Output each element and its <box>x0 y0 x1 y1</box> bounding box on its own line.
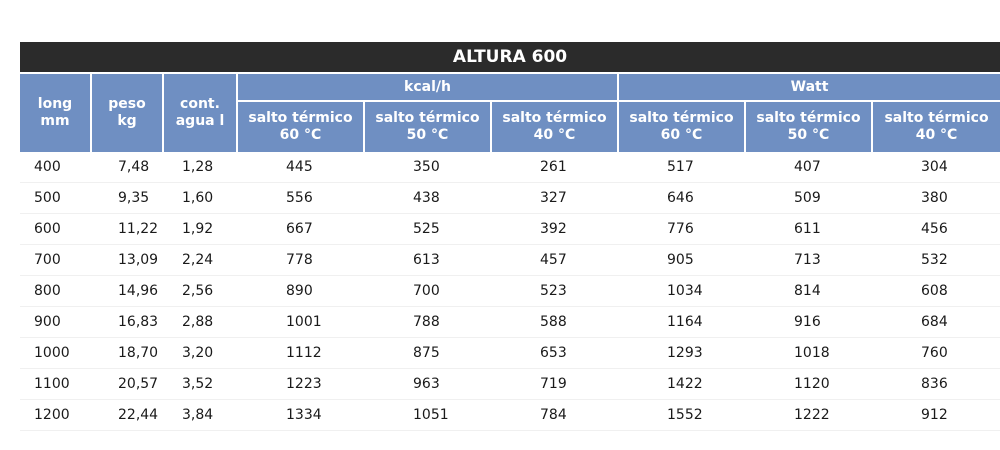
cell-watt-50: 509 <box>746 183 873 214</box>
cell-kcal-50: 350 <box>365 152 492 183</box>
cell-watt-40: 912 <box>873 400 1000 431</box>
cell-watt-60: 1164 <box>619 307 746 338</box>
cell-watt-50: 916 <box>746 307 873 338</box>
cell-cont: 2,56 <box>164 276 238 307</box>
header-peso: peso kg <box>92 72 164 152</box>
cell-long: 1200 <box>20 400 92 431</box>
cell-kcal-60: 1334 <box>238 400 365 431</box>
cell-kcal-40: 784 <box>492 400 619 431</box>
cell-watt-60: 1552 <box>619 400 746 431</box>
cell-kcal-40: 719 <box>492 369 619 400</box>
table-row <box>20 276 1000 307</box>
cell-watt-40: 380 <box>873 183 1000 214</box>
table-row <box>20 369 1000 400</box>
header-watt-50: salto térmico 50 °C <box>746 100 873 152</box>
cell-watt-50: 814 <box>746 276 873 307</box>
cell-kcal-60: 1223 <box>238 369 365 400</box>
cell-kcal-60: 1112 <box>238 338 365 369</box>
cell-long: 800 <box>20 276 92 307</box>
cell-kcal-50: 788 <box>365 307 492 338</box>
cell-cont: 3,52 <box>164 369 238 400</box>
header-kcal-40: salto térmico 40 °C <box>492 100 619 152</box>
cell-cont: 1,60 <box>164 183 238 214</box>
cell-peso: 9,35 <box>92 183 164 214</box>
cell-kcal-50: 963 <box>365 369 492 400</box>
header-kcal-group: kcal/h <box>238 72 619 100</box>
cell-watt-50: 713 <box>746 245 873 276</box>
cell-long: 500 <box>20 183 92 214</box>
cell-watt-60: 776 <box>619 214 746 245</box>
cell-peso: 16,83 <box>92 307 164 338</box>
cell-watt-50: 611 <box>746 214 873 245</box>
cell-kcal-40: 653 <box>492 338 619 369</box>
cell-watt-50: 1018 <box>746 338 873 369</box>
table-title: ALTURA 600 <box>20 42 1000 72</box>
table-row <box>20 400 1000 431</box>
cell-kcal-50: 875 <box>365 338 492 369</box>
cell-long: 1100 <box>20 369 92 400</box>
spec-table <box>20 42 1000 431</box>
cell-kcal-60: 556 <box>238 183 365 214</box>
table-row <box>20 183 1000 214</box>
header-cont: cont. agua l <box>164 72 238 152</box>
cell-watt-40: 760 <box>873 338 1000 369</box>
header-kcal-60: salto térmico 60 °C <box>238 100 365 152</box>
cell-kcal-40: 261 <box>492 152 619 183</box>
cell-kcal-40: 457 <box>492 245 619 276</box>
cell-kcal-50: 700 <box>365 276 492 307</box>
cell-kcal-50: 438 <box>365 183 492 214</box>
cell-cont: 1,92 <box>164 214 238 245</box>
table-row <box>20 152 1000 183</box>
cell-kcal-50: 613 <box>365 245 492 276</box>
cell-cont: 3,84 <box>164 400 238 431</box>
header-long: long mm <box>20 72 92 152</box>
cell-watt-40: 684 <box>873 307 1000 338</box>
cell-watt-60: 1293 <box>619 338 746 369</box>
table-row <box>20 338 1000 369</box>
cell-peso: 18,70 <box>92 338 164 369</box>
spec-table-container <box>20 42 1000 431</box>
cell-watt-50: 1222 <box>746 400 873 431</box>
header-kcal-50: salto térmico 50 °C <box>365 100 492 152</box>
cell-cont: 2,24 <box>164 245 238 276</box>
table-row <box>20 245 1000 276</box>
cell-long: 900 <box>20 307 92 338</box>
cell-kcal-40: 327 <box>492 183 619 214</box>
cell-watt-40: 532 <box>873 245 1000 276</box>
cell-cont: 3,20 <box>164 338 238 369</box>
cell-kcal-60: 1001 <box>238 307 365 338</box>
cell-watt-50: 407 <box>746 152 873 183</box>
cell-kcal-60: 778 <box>238 245 365 276</box>
cell-peso: 13,09 <box>92 245 164 276</box>
cell-peso: 14,96 <box>92 276 164 307</box>
cell-peso: 20,57 <box>92 369 164 400</box>
cell-watt-40: 456 <box>873 214 1000 245</box>
cell-watt-40: 836 <box>873 369 1000 400</box>
cell-peso: 22,44 <box>92 400 164 431</box>
cell-peso: 7,48 <box>92 152 164 183</box>
cell-kcal-40: 523 <box>492 276 619 307</box>
cell-watt-60: 1422 <box>619 369 746 400</box>
cell-kcal-60: 890 <box>238 276 365 307</box>
cell-kcal-60: 667 <box>238 214 365 245</box>
cell-watt-60: 646 <box>619 183 746 214</box>
header-watt-60: salto térmico 60 °C <box>619 100 746 152</box>
cell-watt-60: 517 <box>619 152 746 183</box>
cell-kcal-40: 588 <box>492 307 619 338</box>
cell-peso: 11,22 <box>92 214 164 245</box>
cell-cont: 2,88 <box>164 307 238 338</box>
cell-long: 1000 <box>20 338 92 369</box>
cell-kcal-50: 525 <box>365 214 492 245</box>
cell-long: 700 <box>20 245 92 276</box>
header-watt-group: Watt <box>619 72 1000 100</box>
cell-watt-40: 608 <box>873 276 1000 307</box>
table-row <box>20 307 1000 338</box>
cell-watt-60: 1034 <box>619 276 746 307</box>
cell-long: 600 <box>20 214 92 245</box>
cell-long: 400 <box>20 152 92 183</box>
cell-watt-60: 905 <box>619 245 746 276</box>
cell-watt-40: 304 <box>873 152 1000 183</box>
cell-kcal-60: 445 <box>238 152 365 183</box>
table-row <box>20 214 1000 245</box>
cell-watt-50: 1120 <box>746 369 873 400</box>
cell-kcal-40: 392 <box>492 214 619 245</box>
cell-cont: 1,28 <box>164 152 238 183</box>
cell-kcal-50: 1051 <box>365 400 492 431</box>
header-watt-40: salto térmico 40 °C <box>873 100 1000 152</box>
